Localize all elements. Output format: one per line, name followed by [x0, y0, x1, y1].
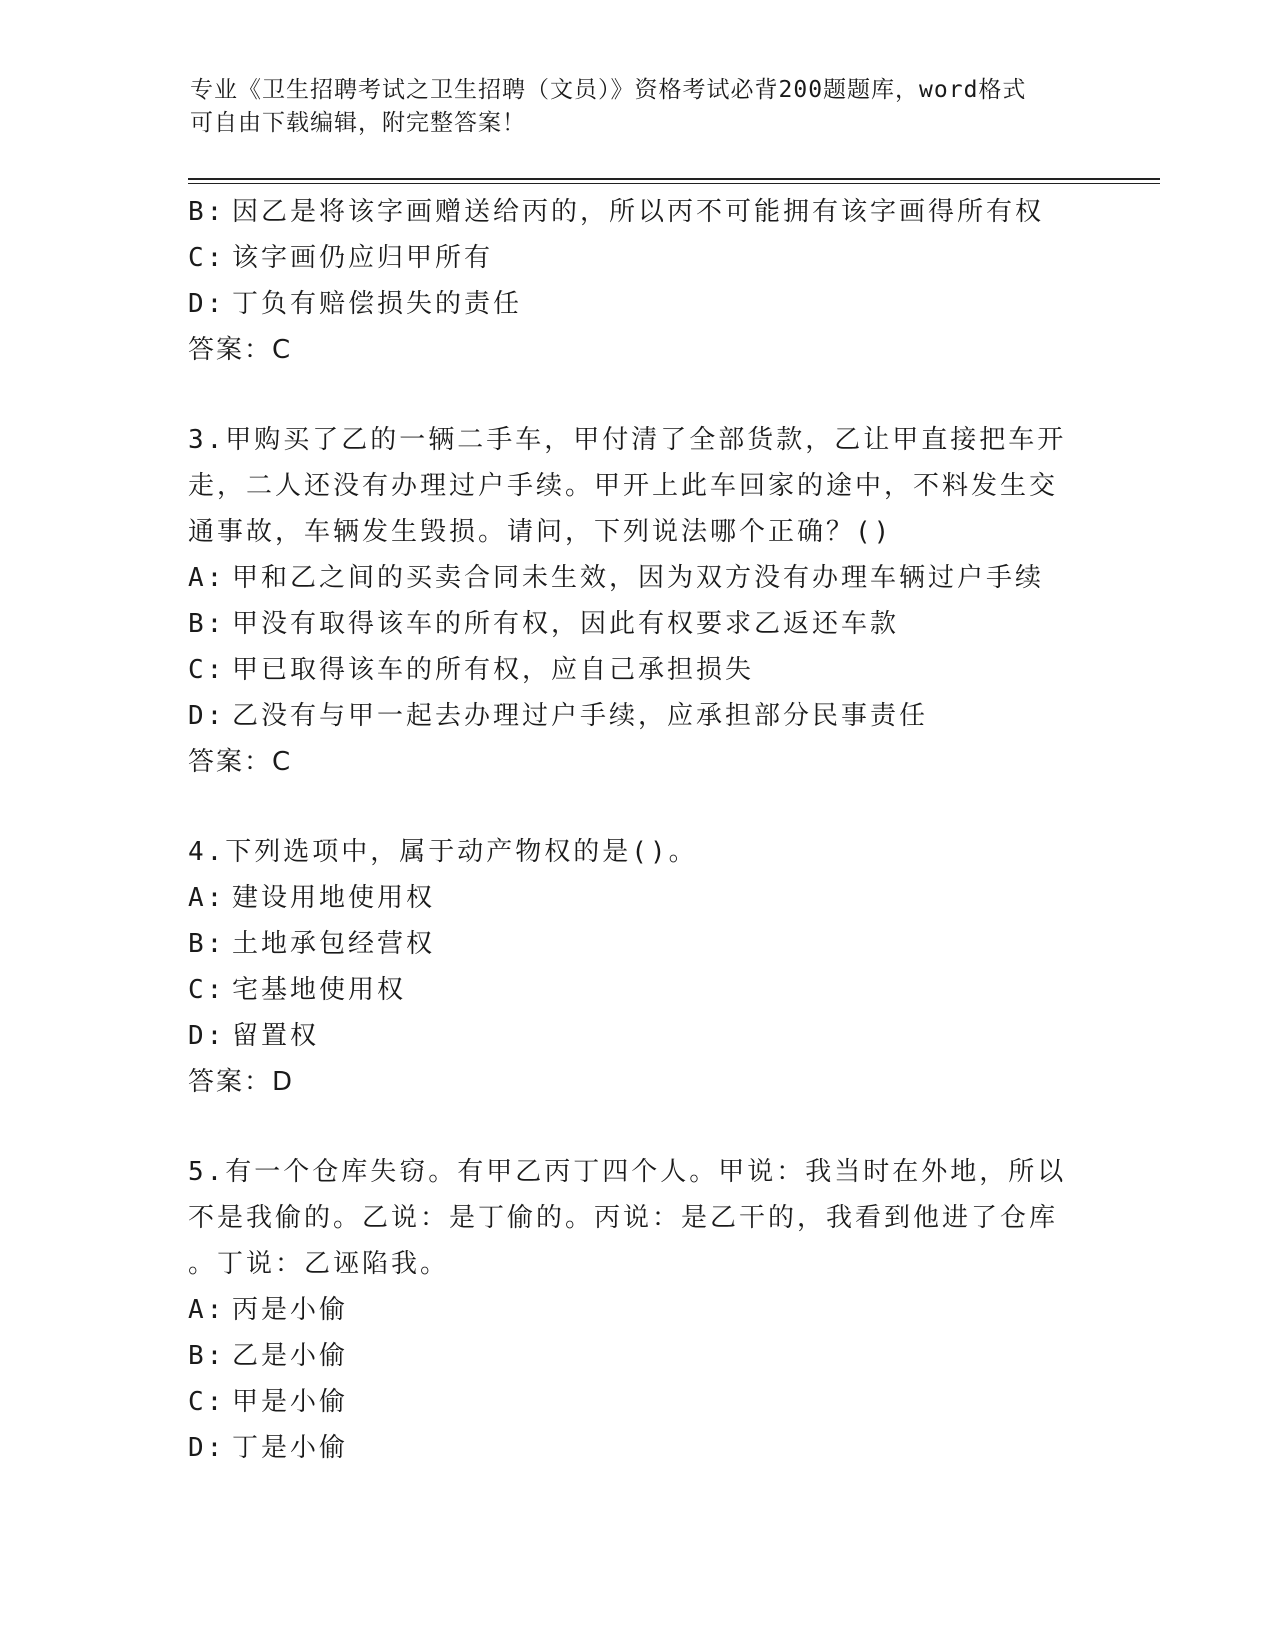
- option-a: [188, 1287, 1088, 1333]
- header-divider-thin: [188, 183, 1160, 184]
- option-text: 甲和乙之间的买卖合同未生效，因为双方没有办理车辆过户手续: [232, 563, 1045, 593]
- option-letter: A:: [188, 563, 226, 593]
- document-header: [190, 74, 1090, 140]
- question-2-block: [188, 189, 1088, 373]
- option-letter: B:: [188, 929, 226, 959]
- question-text-line: 通事故，车辆发生毁损。请问，下列说法哪个正确？(): [188, 517, 893, 547]
- option-a: [188, 555, 1088, 601]
- option-letter: A:: [188, 883, 226, 913]
- option-b: [188, 921, 1088, 967]
- question-3-block: [188, 417, 1088, 785]
- option-text: 甲已取得该车的所有权，应自己承担损失: [232, 655, 755, 685]
- header-title-line-1: 专业《卫生招聘考试之卫生招聘（文员）》资格考试必背200题题库，word格式: [190, 77, 1027, 103]
- spacer: [188, 373, 1088, 417]
- option-text: 丙是小偷: [232, 1295, 349, 1325]
- option-letter: B:: [188, 1341, 226, 1371]
- option-text: 土地承包经营权: [232, 929, 436, 959]
- option-b: [188, 1333, 1088, 1379]
- question-5-block: [188, 1149, 1088, 1471]
- option-text: 甲没有取得该车的所有权，因此有权要求乙返还车款: [232, 609, 900, 639]
- answer-line: 答案：C: [188, 747, 293, 777]
- header-title-line-2: 可自由下载编辑，附完整答案！: [190, 110, 526, 136]
- option-letter: C:: [188, 975, 226, 1005]
- option-letter: A:: [188, 1295, 226, 1325]
- option-b: [188, 601, 1088, 647]
- answer-line: 答案：D: [188, 1067, 295, 1097]
- option-text: 该字画仍应归甲所有: [232, 243, 494, 273]
- option-text: 乙没有与甲一起去办理过户手续，应承担部分民事责任: [232, 701, 929, 731]
- option-d: [188, 281, 1088, 327]
- option-text: 因乙是将该字画赠送给丙的，所以丙不可能拥有该字画得所有权: [232, 197, 1045, 227]
- spacer: [188, 785, 1088, 829]
- option-text: 建设用地使用权: [232, 883, 436, 913]
- question-text-line: 不是我偷的。乙说：是丁偷的。丙说：是乙干的，我看到他进了仓库: [188, 1203, 1059, 1233]
- header-divider-thick: [188, 178, 1160, 180]
- option-d: [188, 693, 1088, 739]
- question-4-block: [188, 829, 1088, 1105]
- option-d: [188, 1013, 1088, 1059]
- question-text-line: 。丁说：乙诬陷我。: [188, 1249, 450, 1279]
- option-text: 乙是小偷: [232, 1341, 349, 1371]
- option-letter: D:: [188, 1021, 226, 1051]
- option-text: 留置权: [232, 1021, 320, 1051]
- option-text: 丁负有赔偿损失的责任: [232, 289, 523, 319]
- option-text: 丁是小偷: [232, 1433, 349, 1463]
- option-letter: D:: [188, 289, 226, 319]
- option-c: [188, 1379, 1088, 1425]
- option-text: 甲是小偷: [232, 1387, 349, 1417]
- option-letter: D:: [188, 701, 226, 731]
- option-b: [188, 189, 1088, 235]
- option-text: 宅基地使用权: [232, 975, 407, 1005]
- option-a: [188, 875, 1088, 921]
- option-c: [188, 235, 1088, 281]
- spacer: [188, 1105, 1088, 1149]
- option-d: [188, 1425, 1088, 1471]
- question-content: [188, 189, 1088, 1471]
- option-letter: C:: [188, 655, 226, 685]
- question-text-line: 4.下列选项中，属于动产物权的是()。: [188, 837, 698, 867]
- question-text-line: 5.有一个仓库失窃。有甲乙丙丁四个人。甲说：我当时在外地，所以: [188, 1157, 1067, 1187]
- option-c: [188, 967, 1088, 1013]
- question-text-line: 走，二人还没有办理过户手续。甲开上此车回家的途中，不料发生交: [188, 471, 1059, 501]
- question-text-line: 3.甲购买了乙的一辆二手车，甲付清了全部货款，乙让甲直接把车开: [188, 425, 1067, 455]
- option-letter: C:: [188, 243, 226, 273]
- option-c: [188, 647, 1088, 693]
- answer-line: 答案：C: [188, 335, 293, 365]
- option-letter: D:: [188, 1433, 226, 1463]
- option-letter: B:: [188, 197, 226, 227]
- option-letter: B:: [188, 609, 226, 639]
- option-letter: C:: [188, 1387, 226, 1417]
